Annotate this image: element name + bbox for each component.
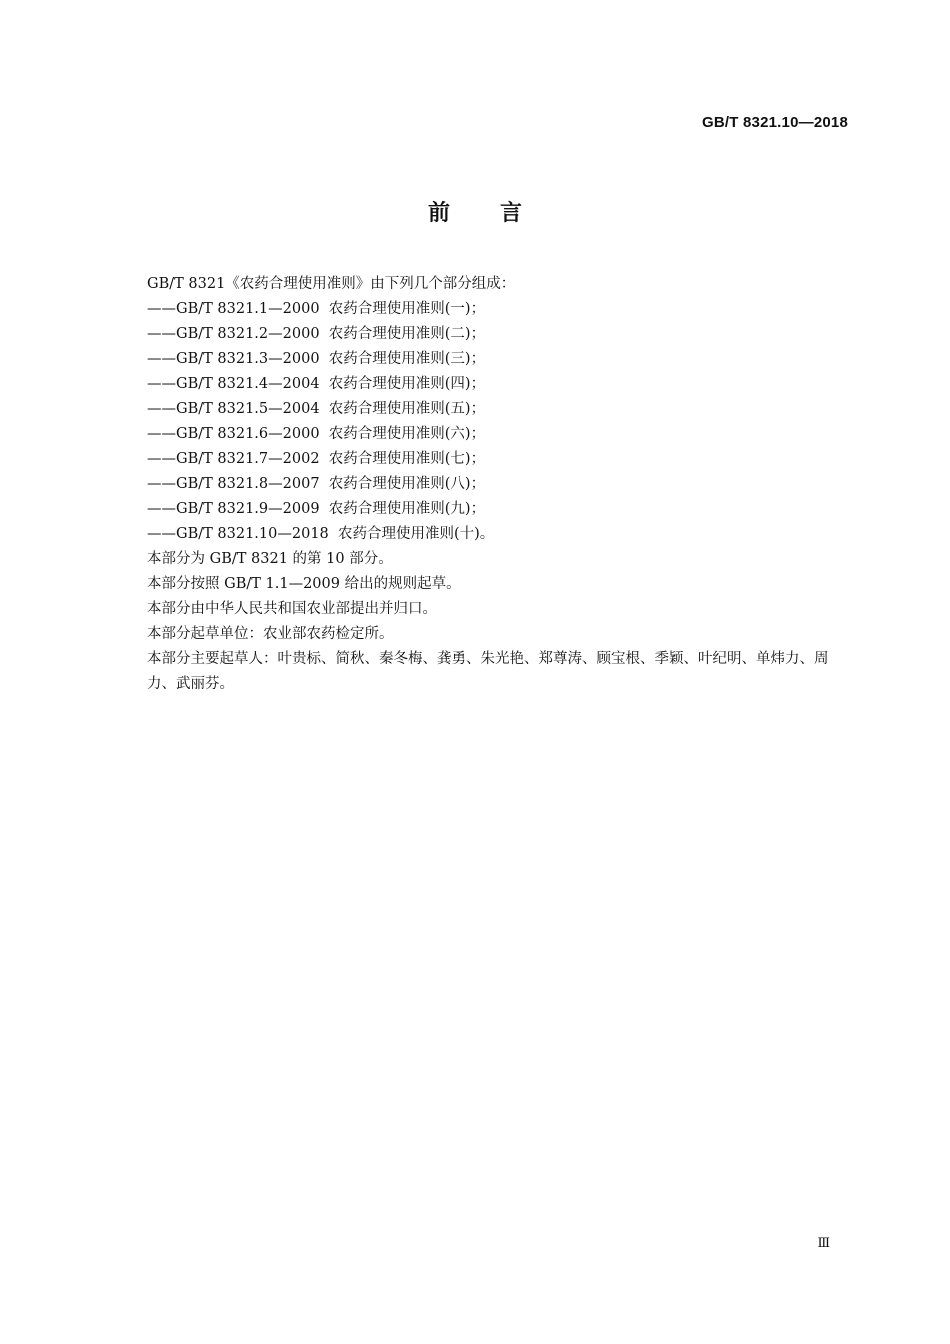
foreword-body — [112, 272, 850, 697]
part-list-item: ——GB/T 8321.4—2004 农药合理使用准则(四)； — [147, 376, 486, 392]
part-list-item: ——GB/T 8321.5—2004 农药合理使用准则(五)； — [147, 401, 486, 417]
part-list-item: ——GB/T 8321.6—2000 农药合理使用准则(六)； — [147, 426, 486, 442]
part-list-item: ——GB/T 8321.10—2018 农药合理使用准则(十)。 — [147, 526, 495, 542]
page-number: Ⅲ — [817, 1236, 830, 1251]
part-list-item: ——GB/T 8321.3—2000 农药合理使用准则(三)； — [147, 351, 486, 367]
part-list-item: ——GB/T 8321.8—2007 农药合理使用准则(八)； — [147, 476, 486, 492]
proposer-paragraph: 本部分由中华人民共和国农业部提出并归口。 — [147, 601, 437, 617]
part-list-item: ——GB/T 8321.7—2002 农药合理使用准则(七)； — [147, 451, 486, 467]
part-number-paragraph: 本部分为 GB/T 8321 的第 10 部分。 — [147, 551, 393, 567]
part-list-item: ——GB/T 8321.1—2000 农药合理使用准则(一)； — [147, 301, 486, 317]
drafters-paragraph: 本部分主要起草人：叶贵标、简秋、秦冬梅、龚勇、朱光艳、郑尊涛、顾宝根、季颖、叶纪明、单炜力、周力、武丽芬。 — [147, 651, 829, 692]
standard-number: GB/T 8321.10—2018 — [702, 114, 848, 131]
page-title: 前言 — [427, 201, 572, 226]
part-list-item: ——GB/T 8321.2—2000 农药合理使用准则(二)； — [147, 326, 486, 342]
intro-paragraph: GB/T 8321《农药合理使用准则》由下列几个部分组成： — [147, 276, 516, 292]
drafting-unit-paragraph: 本部分起草单位：农业部农药检定所。 — [147, 626, 394, 642]
part-list-item: ——GB/T 8321.9—2009 农药合理使用准则(九)； — [147, 501, 486, 517]
drafting-rules-paragraph: 本部分按照 GB/T 1.1—2009 给出的规则起草。 — [147, 576, 461, 592]
